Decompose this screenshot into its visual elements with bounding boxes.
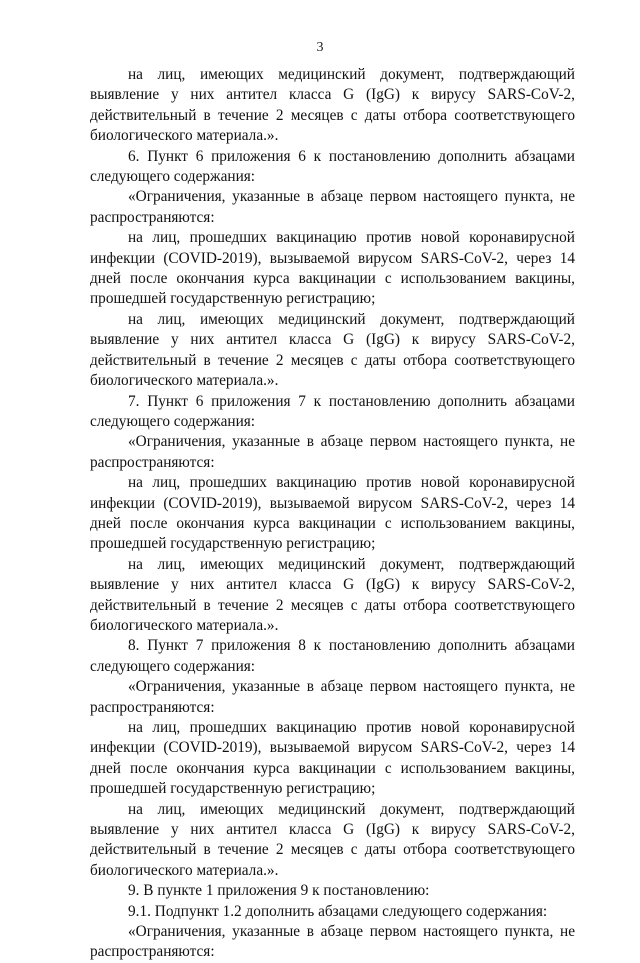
paragraph: на лиц, имеющих медицинский документ, подтверждающий выявление у них антител класса G (IgG) к вирусу SARS-CoV-2, действительный в течение 2 месяцев с даты отбора соответствующего биологического материала.».: [90, 66, 575, 145]
paragraph: «Ограничения, указанные в абзаце первом настоящего пункта, не распространяются:: [90, 678, 575, 716]
paragraph: на лиц, имеющих медицинский документ, подтверждающий выявление у них антител класса G (IgG) к вирусу SARS-CoV-2, действительный в течение 2 месяцев с даты отбора соответствующего биологического материала.».: [90, 555, 575, 634]
paragraph: на лиц, прошедших вакцинацию против новой коронавирусной инфекции (COVID-2019), вызываемой вирусом SARS-CoV-2, через 14 дней после окончания курса вакцинации с использованием вакцины, прошедшей государственную регистрацию;: [90, 229, 575, 308]
paragraph: на лиц, прошедших вакцинацию против новой коронавирусной инфекции (COVID-2019), вызываемой вирусом SARS-CoV-2, через 14 дней после окончания курса вакцинации с использованием вакцины, прошедшей государственную регистрацию;: [90, 719, 575, 798]
paragraph: «Ограничения, указанные в абзаце первом настоящего пункта, не распространяются:: [90, 188, 575, 226]
paragraph: на лиц, имеющих медицинский документ, подтверждающий выявление у них антител класса G (IgG) к вирусу SARS-CoV-2, действительный в течение 2 месяцев с даты отбора соответствующего биологического материала.».: [90, 310, 575, 390]
paragraph: 9.1. Подпункт 1.2 дополнить абзацами следующего содержания:: [128, 902, 548, 920]
paragraph: 6. Пункт 6 приложения 6 к постановлению дополнить абзацами следующего содержания:: [90, 147, 575, 186]
paragraph: 8. Пункт 7 приложения 8 к постановлению дополнить абзацами следующего содержания:: [90, 637, 575, 675]
page-number: 3: [316, 40, 324, 55]
paragraph: 7. Пункт 6 приложения 7 к постановлению дополнить абзацами следующего содержания:: [90, 392, 575, 430]
document-body: [90, 65, 575, 963]
paragraph: 9. В пункте 1 приложения 9 к постановлению:: [128, 882, 430, 900]
paragraph: на лиц, имеющих медицинский документ, подтверждающий выявление у них антител класса G (IgG) к вирусу SARS-CoV-2, действительный в течение 2 месяцев с даты отбора соответствующего биологического материала.».: [90, 800, 575, 879]
paragraph: «Ограничения, указанные в абзаце первом настоящего пункта, не распространяются:: [90, 433, 575, 471]
paragraph: «Ограничения, указанные в абзаце первом настоящего пункта, не распространяются:: [90, 923, 575, 961]
paragraph: на лиц, прошедших вакцинацию против новой коронавирусной инфекции (COVID-2019), вызываемой вирусом SARS-CoV-2, через 14 дней после окончания курса вакцинации с использованием вакцины, прошедшей государственную регистрацию;: [90, 474, 575, 553]
